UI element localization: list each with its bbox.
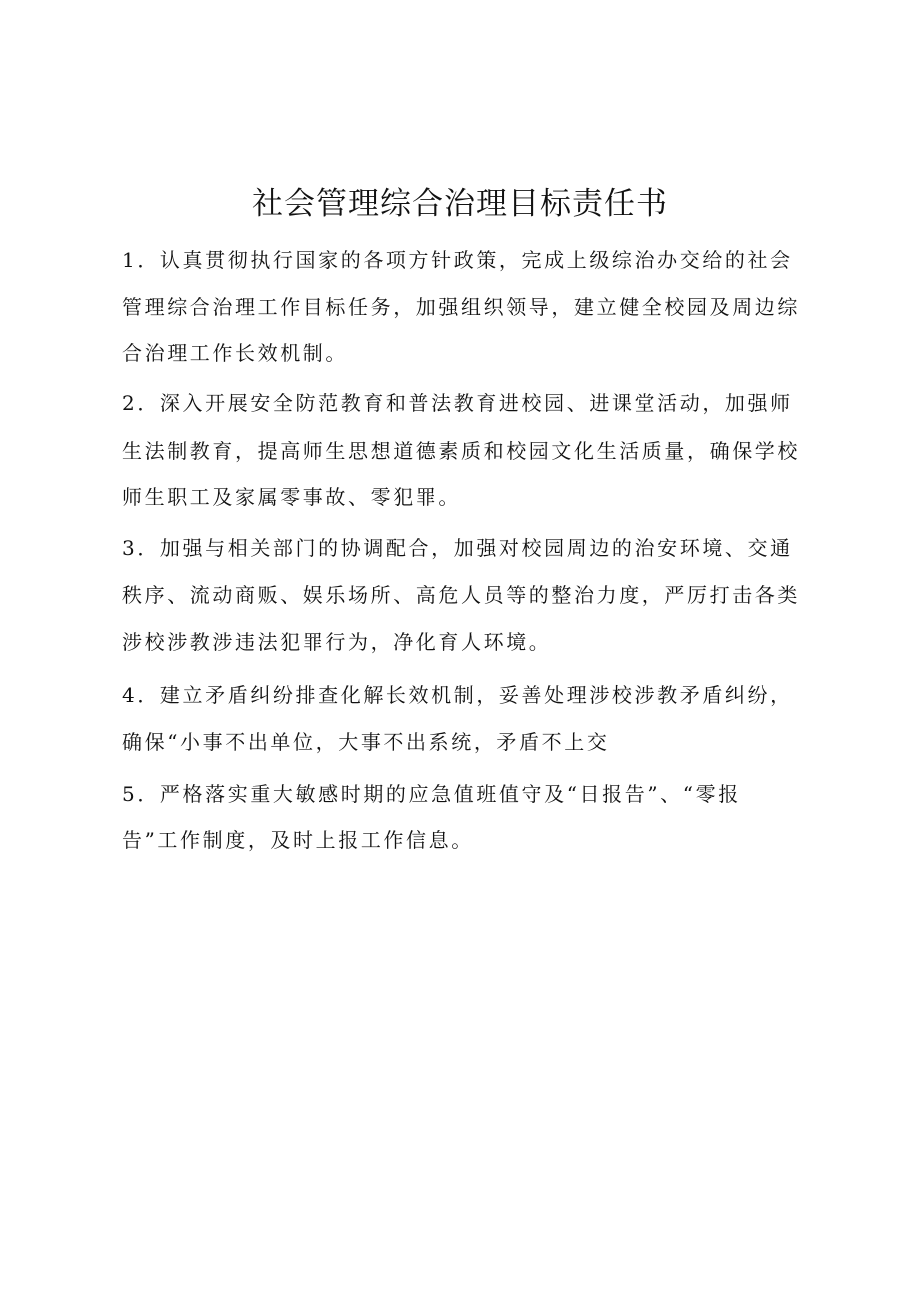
paragraph-1-line-1: 1．认真贯彻执行国家的各项方针政策，完成上级综治办交给的社会	[122, 248, 793, 272]
paragraph-5-line-2: 告”工作制度，及时上报工作信息。	[122, 828, 474, 852]
document-title: 社会管理综合治理目标责任书	[252, 186, 668, 222]
paragraph-3-line-3: 涉校涉教涉违法犯罪行为，净化育人环境。	[122, 630, 552, 654]
paragraph-2-line-2: 生法制教育，提高师生思想道德素质和校园文化生活质量，确保学校	[122, 439, 800, 463]
paragraph-5-line-1: 5．严格落实重大敏感时期的应急值班值守及“日报告”、“零报	[122, 782, 741, 806]
paragraph-1-line-2: 管理综合治理工作目标任务，加强组织领导，建立健全校园及周边综	[122, 295, 800, 319]
paragraph-4-line-1: 4．建立矛盾纠纷排查化解长效机制，妥善处理涉校涉教矛盾纠纷，	[122, 683, 793, 707]
paragraph-3-line-1: 3．加强与相关部门的协调配合，加强对校园周边的治安环境、交通	[122, 536, 793, 560]
paragraph-1-line-3: 合治理工作长效机制。	[122, 341, 348, 365]
paragraph-2-line-3: 师生职工及家属零事故、零犯罪。	[122, 485, 461, 509]
paragraph-4-line-2: 确保“小事不出单位，大事不出系统，矛盾不上交	[122, 730, 610, 754]
paragraph-3-line-2: 秩序、流动商贩、娱乐场所、高危人员等的整治力度，严厉打击各类	[122, 583, 800, 607]
paragraph-2-line-1: 2．深入开展安全防范教育和普法教育进校园、进课堂活动，加强师	[122, 391, 793, 415]
